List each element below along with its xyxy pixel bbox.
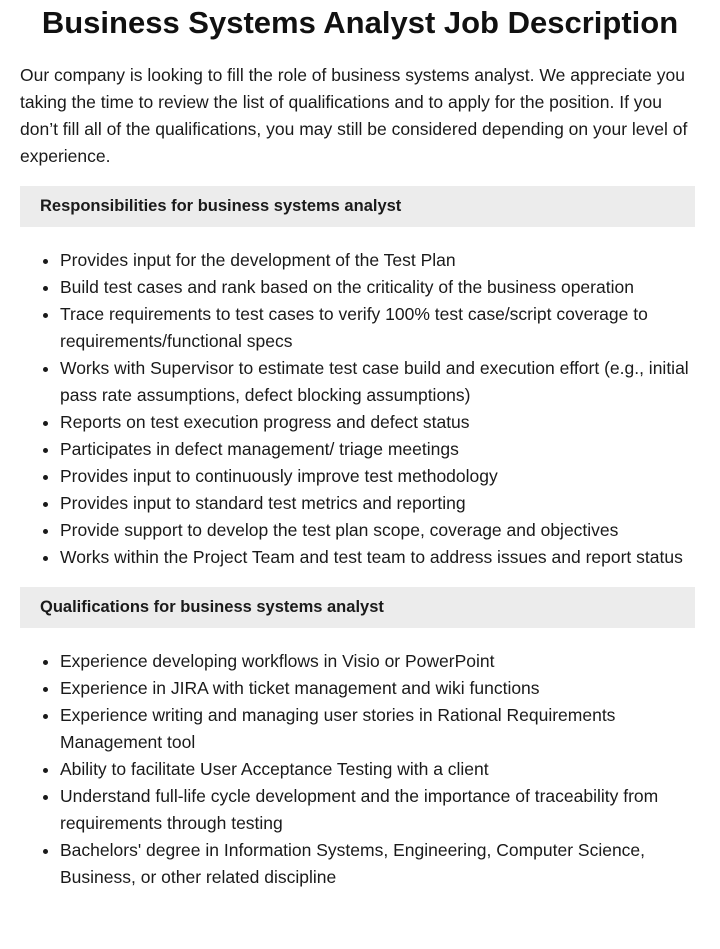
list-item: • Provide support to develop the test plan scope, coverage and objectives: [60, 517, 690, 544]
list-item: • Participates in defect management/ triage meetings: [60, 436, 690, 463]
list-item: • Works within the Project Team and test team to address issues and report status: [60, 544, 690, 571]
list-item: • Experience developing workflows in Visio or PowerPoint: [60, 648, 690, 675]
responsibilities-list: [20, 247, 690, 571]
list-item: • Ability to facilitate User Acceptance Testing with a client: [60, 756, 690, 783]
list-item: • Bachelors' degree in Information Systems, Engineering, Computer Science, Business, or other related discipline: [60, 837, 690, 891]
responsibilities-heading: Responsibilities for business systems analyst: [20, 186, 695, 227]
list-item: • Experience writing and managing user stories in Rational Requirements Management tool: [60, 702, 690, 756]
list-item: • Reports on test execution progress and defect status: [60, 409, 690, 436]
list-item: • Understand full-life cycle development and the importance of traceability from requirements through testing: [60, 783, 690, 837]
list-item: • Works with Supervisor to estimate test case build and execution effort (e.g., initial pass rate assumptions, defect blocking assumptions): [60, 355, 690, 409]
qualifications-list: [20, 648, 690, 891]
list-item: • Provides input to standard test metrics and reporting: [60, 490, 690, 517]
list-item: • Provides input to continuously improve test methodology: [60, 463, 690, 490]
list-item: • Provides input for the development of the Test Plan: [60, 247, 690, 274]
list-item: • Experience in JIRA with ticket management and wiki functions: [60, 675, 690, 702]
list-item: • Build test cases and rank based on the criticality of the business operation: [60, 274, 690, 301]
qualifications-heading: Qualifications for business systems analyst: [20, 587, 695, 628]
page-title: Business Systems Analyst Job Description: [41, 5, 679, 40]
intro-paragraph: Our company is looking to fill the role of business systems analyst. We appreciate you taking the time to review the list of qualifications and to apply for the position. If you don’t fill all of the qualifications, you may still be considered depending on your level of experience.: [20, 65, 688, 166]
list-item: • Trace requirements to test cases to verify 100% test case/script coverage to requirements/functional specs: [60, 301, 690, 355]
